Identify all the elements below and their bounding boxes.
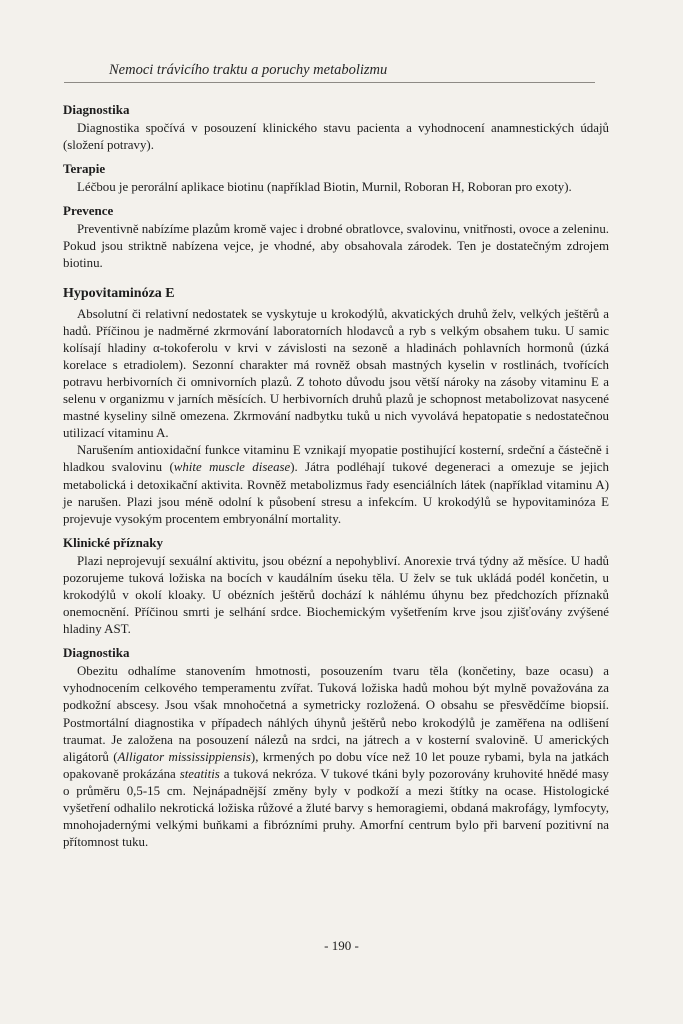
heading-diagnostika-1: Diagnostika <box>63 102 130 117</box>
paragraph-hypovitaminoza-1: Absolutní či relativní nedostatek se vyskytuje u krokodýlů, akvatických druhů želv, velkých ještěrů a hadů. Příčinou je nadměrné zkrmování laboratorních hlodavců a ryb s velkým obsahem tuku. U samic kolísají hladiny α-tokoferolu v krvi v závislosti na sezoně a hladinách pohlavních hormonů (úzká korelace s etradiolem). Sezonní charakter má rovněž obsah mastných kyselin v rostlinách, tvořících potravu herbivorních či omnivorních plazů. Z tohoto důvodu jsou větší nároky na zásoby vitaminu E a selenu v organizmu v jarních měsících. U herbivorních druhů plazů je schopnost metabolizovat nasycené mastné kyseliny silně omezena. Zkrmování nadbytku tuků u nich vyvolává hepatopatie s nedostatečnou utilizací vitaminu A. <box>63 306 609 441</box>
text-run: Obezitu odhalíme stanovením hmotnosti, posouzením tvaru těla (končetiny, baze ocasu) a vyhodnocením celkového temperamentu zvířat. Tuková ložiska hadů mohou být mylně považována za podkožní abscesy. Jsou však mnohočetná a symetricky rozložená. O obsahu se přesvědčíme biopsií. Postmortální diagnostika v případech náhlých úhynů ještěrů nebo krokodýlů je zaměřena na odlišení traumat. Je založena na posouzení nálezů na srdci, na játrech a v kosterní svalovině. U amerických aligátorů ( <box>63 664 609 764</box>
heading-hypovitaminoza-e: Hypovitaminóza E <box>63 285 175 301</box>
heading-diagnostika-2: Diagnostika <box>63 645 130 661</box>
paragraph-klinicke-priznaky: Plazi neprojevují sexuální aktivitu, jsou obézní a nepohybliví. Anorexie trvá týdny až měsíce. U hadů pozorujeme tuková ložiska na bocích v kaudálním úseku těla. U želv se tuk ukládá podél končetin, u krokodýlů v okolí kloaky. U obézních ještěrů dochází k náhlému úhynu bez předchozích příznaků onemocnění. Příčinou smrti je selhání srdce. Biochemickým vyšetřením krve jsou zjišťovány zvýšené hladiny AST. <box>63 553 609 637</box>
text-run: a tuková nekróza. V tukové tkáni byly pozorovány kruhovité hnědé masy o průměru 0,5-15 cm. Nejnápadnější změny byly v podkoží a mezi štítky na ocase. Histologické vyšetření odhalilo nekrotická ložiska růžové a žluté barvy s hemoragiemi, obdaná makrofágy, lymfocyty, mnohojadernými velkými buňkami a fibrózními pruhy. Amorfní centrum bylo při barvení pozitivní na přítomnost tuku. <box>63 766 609 850</box>
paragraph-diagnostika-1: Diagnostika spočívá v posouzení klinického stavu pacienta a vyhodnocení anamnestických údajů (složení potravy). <box>63 121 609 153</box>
italic-term: steatitis <box>179 766 220 781</box>
heading-prevence: Prevence <box>63 203 114 219</box>
paragraph-hypovitaminoza-2 <box>63 442 609 527</box>
text-run: ). Játra podléhají tukové degeneraci a omezuje se jejich metabolická i detoxikační aktivita. Rovněž metabolizmus řady esenciálních látek (například vitaminu A) je narušen. Plazi jsou méně odolní k působení stresu a infekcím. U krokodýlů se hypovitaminóza E projevuje vysokým procentem embryonální mortality. <box>63 460 609 526</box>
heading-klinicke-priznaky: Klinické příznaky <box>63 534 164 550</box>
running-header <box>64 62 595 83</box>
heading-terapie: Terapie <box>63 161 106 177</box>
page-content <box>63 101 609 851</box>
paragraph-terapie: Léčbou je perorální aplikace biotinu (například Biotin, Murnil, Roboran H, Roboran pro exoty). <box>77 180 572 195</box>
italic-term: white muscle disease <box>173 460 291 475</box>
text-run: ), krmených po dobu více než 10 let pouze rybami, byla na jatkách opakovaně prokázána <box>63 749 609 781</box>
page-number: - 190 - <box>324 938 359 953</box>
paragraph-diagnostika-2 <box>63 663 609 851</box>
paragraph-prevence: Preventivně nabízíme plazům kromě vajec i drobné obratlovce, svalovinu, vnitřnosti, ovoce a zeleninu. Pokud jsou striktně nabízena vejce, je vhodné, aby obsahovala zárodek. Ten je dostatečným zdrojem biotinu. <box>63 222 609 271</box>
running-title: Nemoci trávicího traktu a poruchy metabolizmu <box>104 62 392 79</box>
text-run: Narušením antioxidační funkce vitaminu E vznikají myopatie postihující kosterní, srdeční a částečně i hladkou svalovinu ( <box>63 443 609 475</box>
italic-species: Alligator mississippiensis <box>117 749 251 764</box>
